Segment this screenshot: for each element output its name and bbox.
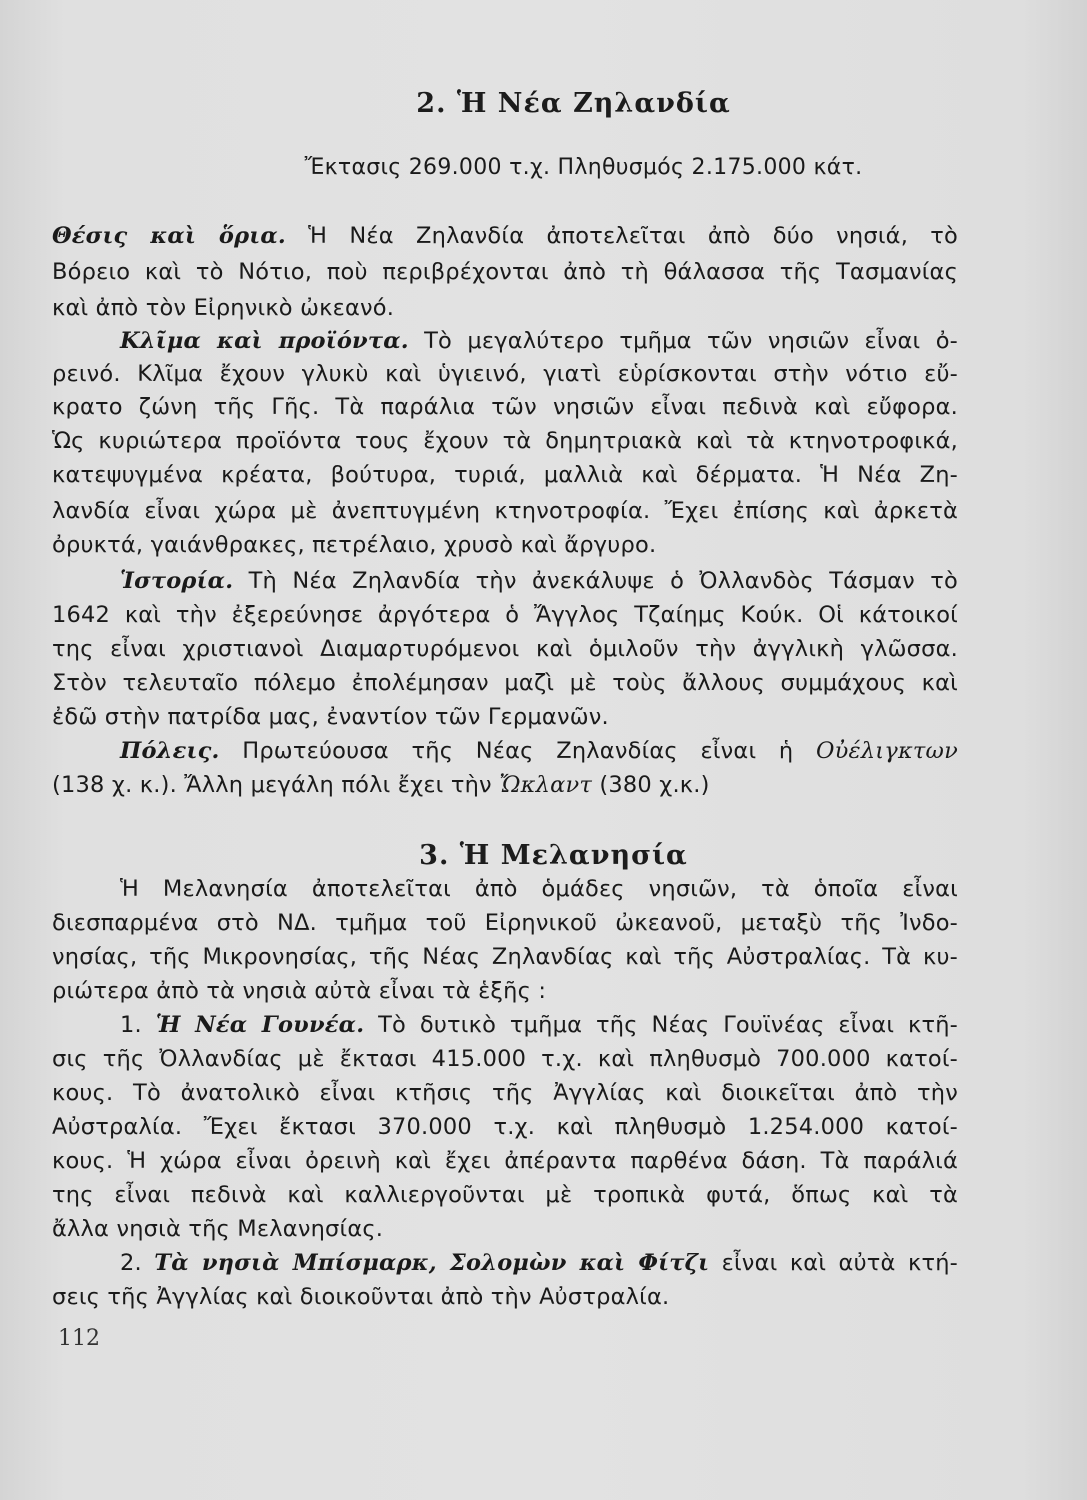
paragraph-line: καὶ ἀπὸ τὸν Εἰρηνικὸ ὠκεανό. (52, 295, 395, 321)
section-title-new-zealand: 2. Ἡ Νέα Ζηλανδία (416, 88, 731, 119)
paragraph-line: Ὡς κυριώτερα προϊόντα τους ἔχουν τὰ δημητριακὰ καὶ τὰ κτηνοτροφικά, (52, 428, 958, 454)
line-text: Τὸ μεγαλύτερο τμῆμα τῶν νησιῶν εἶναι ὀ- (408, 328, 958, 354)
paragraph-line: σεις τῆς Ἀγγλίας καὶ διοικοῦνται ἀπὸ τὴν Αὐστραλία. (52, 1284, 670, 1310)
paragraph-line: νησίας, τῆς Μικρονησίας, τῆς Νέας Ζηλανδίας καὶ τῆς Αὐστραλίας. Τὰ κυ- (52, 944, 958, 970)
topic-label-history: Ἱστορία. (120, 568, 234, 594)
paragraph-line: ριώτερα ἀπὸ τὰ νησιὰ αὐτὰ εἶναι τὰ ἑξῆς : (52, 978, 547, 1004)
paragraph-line: ρεινό. Κλῖμα ἔχουν γλυκὺ καὶ ὑγιεινό, γιατὶ εὑρίσκονται στὴν νότιο εὔ- (52, 361, 958, 387)
paragraph-line: ἐδῶ στὴν πατρίδα μας, ἐναντίον τῶν Γερμανῶν. (52, 704, 609, 730)
topic-label-position: Θέσις καὶ ὅρια. (52, 223, 286, 249)
line-text: Πρωτεύουσα τῆς Νέας Ζηλανδίας εἶναι ἡ (219, 738, 817, 764)
paragraph-line: ὀρυκτά, γαιάνθρακες, πετρέλαιο, χρυσὸ καὶ ἄργυρο. (52, 532, 657, 558)
paragraph-line: Βόρειο καὶ τὸ Νότιο, ποὺ περιβρέχονται ἀπὸ τὴ θάλασσα τῆς Τασμανίας (52, 259, 958, 285)
paragraph-line: ἄλλα νησιὰ τῆς Μελανησίας. (52, 1216, 384, 1242)
paragraph-line: Στὸν τελευταῖο πόλεμο ἐπολέμησαν μαζὶ μὲ τοὺς ἄλλους συμμάχους καὶ (52, 670, 958, 696)
list-item-bismarck-solomon-fiji (120, 1245, 958, 1281)
paragraph-line: σις τῆς Ὀλλανδίας μὲ ἔκτασι 415.000 τ.χ. καὶ πληθυσμὸ 700.000 κατοί- (52, 1046, 958, 1072)
list-item-new-guinea (120, 1007, 958, 1043)
city-name-wellington: Οὐέλιγκτων (816, 738, 958, 764)
line-text: (138 χ. κ.). Ἄλλη μεγάλη πόλι ἔχει τὴν (52, 772, 500, 798)
paragraph-line: της εἶναι πεδινὰ καὶ καλλιεργοῦνται μὲ τροπικὰ φυτά, ὅπως καὶ τὰ (52, 1182, 958, 1208)
paragraph-line: Ἡ Μελανησία ἀποτελεῖται ἀπὸ ὁμάδες νησιῶν, τὰ ὁποῖα εἶναι (120, 876, 958, 902)
paragraph-line: 1642 καὶ τὴν ἐξερεύνησε ἀργότερα ὁ Ἄγγλος Τζαίημς Κούκ. Οἱ κάτοικοί (52, 602, 958, 628)
area-population-line: Ἔκτασις 269.000 τ.χ. Πληθυσμός 2.175.000 κάτ. (304, 155, 863, 180)
paragraph-line (120, 323, 958, 359)
topic-label-cities: Πόλεις. (120, 738, 220, 764)
paragraph-line (120, 563, 958, 599)
paragraph-line: διεσπαρμένα στὸ ΝΔ. τμῆμα τοῦ Εἰρηνικοῦ ὠκεανοῦ, μεταξὺ τῆς Ἰνδο- (52, 910, 958, 936)
paragraph-line: κους. Τὸ ἀνατολικὸ εἶναι κτῆσις τῆς Ἀγγλίας καὶ διοικεῖται ἀπὸ τὴν (52, 1080, 958, 1106)
line-text: εἶναι καὶ αὐτὰ κτή- (709, 1250, 958, 1276)
paragraph-line: κατεψυγμένα κρέατα, βούτυρα, τυριά, μαλλιὰ καὶ δέρματα. Ἡ Νέα Ζη- (52, 462, 958, 488)
paragraph-line (52, 218, 958, 254)
line-text: Τὴ Νέα Ζηλανδία τὴν ἀνεκάλυψε ὁ Ὀλλανδὸς Τάσμαν τὸ (233, 568, 958, 594)
line-text: Ἡ Νέα Ζηλανδία ἀποτελεῖται ἀπὸ δύο νησιά, τὸ (285, 223, 958, 249)
list-label: Ἡ Νέα Γουνέα. (155, 1012, 365, 1038)
paragraph-line (120, 733, 958, 769)
line-text: (380 χ.κ.) (592, 772, 710, 798)
paragraph-line: κρατο ζώνη τῆς Γῆς. Τὰ παράλια τῶν νησιῶν εἶναι πεδινὰ καὶ εὔφορα. (52, 394, 958, 420)
paragraph-line: της εἶναι χριστιανοὶ Διαμαρτυρόμενοι καὶ ὁμιλοῦν τὴν ἀγγλικὴ γλῶσσα. (52, 636, 958, 662)
line-text: Τὸ δυτικὸ τμῆμα τῆς Νέας Γουϊνέας εἶναι κτῆ- (364, 1012, 958, 1038)
paragraph-line: λανδία εἶναι χώρα μὲ ἀνεπτυγμένη κτηνοτροφία. Ἔχει ἐπίσης καὶ ἀρκετὰ (52, 498, 958, 524)
paragraph-line: Αὐστραλία. Ἔχει ἔκτασι 370.000 τ.χ. καὶ πληθυσμὸ 1.254.000 κατοί- (52, 1114, 958, 1140)
list-number: 1. (120, 1012, 156, 1038)
city-name-auckland: Ὤκλαντ (499, 772, 593, 798)
topic-label-climate: Κλῖμα καὶ προϊόντα. (120, 328, 409, 354)
page-number: 112 (58, 1326, 100, 1351)
list-label: Τὰ νησιὰ Μπίσμαρκ, Σολομὼν καὶ Φίτζι (154, 1250, 710, 1276)
section-title-melanesia: 3. Ἡ Μελανησία (419, 840, 688, 871)
list-number: 2. (120, 1250, 155, 1276)
paragraph-line: κους. Ἡ χώρα εἶναι ὀρεινὴ καὶ ἔχει ἀπέραντα παρθένα δάση. Τὰ παράλιά (52, 1148, 958, 1174)
paragraph-line (52, 767, 958, 803)
